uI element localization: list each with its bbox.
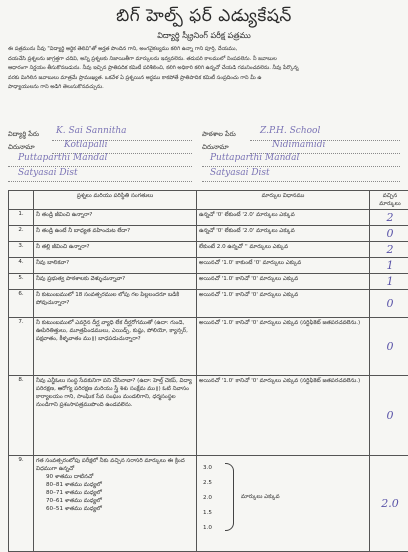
header-number	[9, 191, 34, 210]
header-question: ప్రశ్నలు మరియు పరిస్థితి సంగతులు	[34, 191, 197, 210]
table-row	[9, 318, 408, 376]
row-score[interactable]: 2	[370, 210, 408, 226]
row-method: అయినచో '1.0' కానిచో '0' మార్కులు ఎక్కువ (సర్టిఫికెట్ జతపరచవలెను.)	[197, 318, 370, 376]
header-score: వచ్చిన మార్కులు	[370, 191, 408, 210]
student-name-label: విద్యార్థి పేరు	[8, 130, 39, 140]
row-score[interactable]: 1	[370, 258, 408, 274]
row-method: అయినచో '1.0' కానిచో '0' మార్కులు ఎక్కువ (సర్టిఫికెట్ జతపరచవలెను.)	[197, 376, 370, 456]
scale-value: 3.0	[203, 461, 212, 476]
row-method: అయినచో '1.0' కానిచో '0' మార్కులు ఎక్కువ	[197, 290, 370, 318]
row-question: నీ తండ్రి జీవించి ఉన్నారా?	[34, 210, 197, 226]
row-method: అయినచో '1.0' కాకుంటే '0' మార్కులు ఎక్కువ	[197, 258, 370, 274]
row-question: గత సంవత్సరంలోపు పరీక్షలో నీకు వచ్చిన సరాసరి మార్కులు ఈ క్రింద విధముగా ఉన్నచో	[36, 458, 185, 472]
student-address-underline	[8, 166, 192, 167]
table-header-row	[9, 191, 408, 210]
row-question: నీ కుటుంబములో ఎవరైన దీర్ఘ వ్యాధి లేక దీర్ఘరోగముతో (ఉదా: గుండె, ఊపిరితిత్తులు, మూత్రపిండములు, ఎయిడ్స్, కుష్ఠు, పోలియో, క్యాన్సర్, పక్షవాతం, కీళ్ళవాతం ము॥) బాధపడుచున్నారా?	[34, 318, 197, 376]
scale-value: 1.0	[203, 521, 212, 536]
student-address-line1[interactable]: Kotlapalli	[64, 140, 108, 150]
school-address-line2[interactable]: Puttaparthi Mandal	[210, 153, 299, 163]
row-method: ఉన్నచో '0' లేకుంటే '2.0' మార్కులు ఎక్కువ	[197, 226, 370, 242]
school-address-underline	[202, 181, 400, 182]
row-method: అయినచో '1.0' కానిచో '0' మార్కులు ఎక్కువ	[197, 274, 370, 290]
student-address-label: చిరునామా	[8, 143, 35, 153]
row-score[interactable]: 0	[370, 290, 408, 318]
table-row	[9, 226, 408, 242]
student-address-underline	[8, 181, 192, 182]
grade-range: 90 శాతము దాటినచో	[36, 473, 194, 481]
row-number: 1.	[9, 210, 34, 226]
row-number: 9.	[9, 456, 34, 552]
row-method-cell	[197, 456, 370, 552]
scale-value: 1.5	[203, 506, 212, 521]
school-address-underline	[202, 166, 400, 167]
grade-range: 80–71 శాతము మధ్యలో	[36, 489, 194, 497]
row-method: ఉన్నచో '0' లేకుంటే '2.0' మార్కులు ఎక్కువ	[197, 210, 370, 226]
row-score[interactable]: 0	[370, 318, 408, 376]
form-subtitle: విద్యార్థి స్క్రీనింగ్ పరీక్ష పత్రము	[0, 31, 408, 42]
row-number: 5.	[9, 274, 34, 290]
scale-value: 2.5	[203, 476, 212, 491]
row-score[interactable]: 0	[370, 226, 408, 242]
table-row	[9, 258, 408, 274]
scale-value: 2.0	[203, 491, 212, 506]
school-name-label: పాఠశాల పేరు	[202, 130, 236, 140]
scale-brace	[225, 463, 234, 531]
row-question: నీ తండ్రి ఉంటే నీ బాధ్యత వహించుట లేదా?	[34, 226, 197, 242]
grade-range: 80–81 శాతము మధ్యలో	[36, 481, 194, 489]
row-question: నీ కుటుంబములో 18 సంవత్సరముల లోపు గల పిల్లలందరూ బడికి పోవుచున్నారా?	[34, 290, 197, 318]
instructions	[8, 45, 402, 93]
table-row	[9, 210, 408, 226]
table-row	[9, 274, 408, 290]
row-score[interactable]: 0	[370, 376, 408, 456]
school-address-label: చిరునామా	[202, 143, 229, 153]
screening-table	[8, 190, 408, 552]
row-score[interactable]: 1	[370, 274, 408, 290]
row-number: 7.	[9, 318, 34, 376]
instructions-line: వరకు మిగిలిన జవాబులు మాత్రమే ప్రాముఖ్యత. ఒకవేళ ఏ ప్రశ్నయిన అర్థము కాకపోతే ప్రాతిపాదిక కమిటీ సంప్రదించు గాని మీ ఉ	[8, 74, 402, 84]
header-method: మార్కుల విధానము	[197, 191, 370, 210]
student-address-line3[interactable]: Satyasai Dist	[18, 168, 78, 178]
student-address-line2[interactable]: Puttaparthi Mandal	[18, 153, 107, 163]
school-address-line3[interactable]: Satyasai Dist	[210, 168, 270, 178]
row-number: 8.	[9, 376, 34, 456]
student-name-value[interactable]: K. Sai Sannitha	[56, 126, 127, 136]
form-title: బిగ్ హెల్ప్ ఫర్ ఎడ్యుకేషన్	[0, 6, 408, 30]
row-question: నీవు ఎన్జీఓలు సంస్థ సేవకునిగా పని చేసినావా? (ఉదా: హెల్త్ చెకప్, విద్యా పరిరక్షణ, ఆరోగ్య పరిరక్షణ మరియు స్త్రీ శిశు సంక్షేమ ము॥) ఓటి నివాసం కార్యాలయం గాని, సాంఘిక సేవ సంఘం మండలిగాని, ధర్మసంస్థల నుండిగాని ప్రశంసాపత్రముపొంది ఉండవలెను.	[34, 376, 197, 456]
table-row	[9, 242, 408, 258]
row-score[interactable]: 2	[370, 242, 408, 258]
instructions-line: దయచేసి ప్రశ్నలను జాగ్రత్తగా చదివి, అన్ని ప్రశ్నలకు నిజాయితీగా మార్కులను ఇవ్వవలెను. తదుపరి కాలములో నింపవలెను. నీ జవాబుల	[8, 55, 402, 65]
school-name-value[interactable]: Z.P.H. School	[260, 126, 320, 136]
table-row	[9, 376, 408, 456]
instructions-line: ఆధారంగా నిర్ణయం తీసుకొనబడును. నీవు ఇచ్చిన ప్రాతిపదిక కమిటీ పరిశీలించి, కలిగి అధికారి కలిగి ఉన్నచో చేయడి గమనించవలెను. నీవు పేర్కొన్న	[8, 64, 402, 74]
row-number: 6.	[9, 290, 34, 318]
row-question-cell	[34, 456, 197, 552]
table-row	[9, 290, 408, 318]
row-question: నీవు బాలికవా?	[34, 258, 197, 274]
school-address-line1[interactable]: Nidimamidi	[272, 140, 325, 150]
scale-values	[203, 461, 212, 536]
row-method: లేకుంటే 2.0 ఉన్నచో '' మార్కులు ఎక్కువ	[197, 242, 370, 258]
instructions-line: పాధ్యాయులను గాని అడిగి తెలుసుకొనవచ్చును.	[8, 83, 402, 93]
table-row	[9, 456, 408, 552]
marks-scale	[199, 457, 367, 543]
row-question: నీవు ప్రభుత్వ పాఠశాలకు వెళ్ళుచున్నావా?	[34, 274, 197, 290]
grade-range: 60–51 శాతము మధ్యలో	[36, 505, 194, 513]
instructions-line: ఈ పత్రమును నీవు "విద్యార్థి ఆర్థిక తెలివి"తో అర్హత పొందిన గాని, అంగవైకల్యము కలిగి ఉన్నా గాని పూర్తి, దేయము,	[8, 45, 402, 55]
row-method: మార్కులు ఎక్కువ	[241, 493, 280, 501]
row-score[interactable]: 2.0	[370, 456, 408, 552]
grade-range: 70–61 శాతము మధ్యలో	[36, 497, 194, 505]
row-number: 3.	[9, 242, 34, 258]
row-question: నీ తల్లి జీవించి ఉన్నారా?	[34, 242, 197, 258]
row-number: 4.	[9, 258, 34, 274]
row-number: 2.	[9, 226, 34, 242]
